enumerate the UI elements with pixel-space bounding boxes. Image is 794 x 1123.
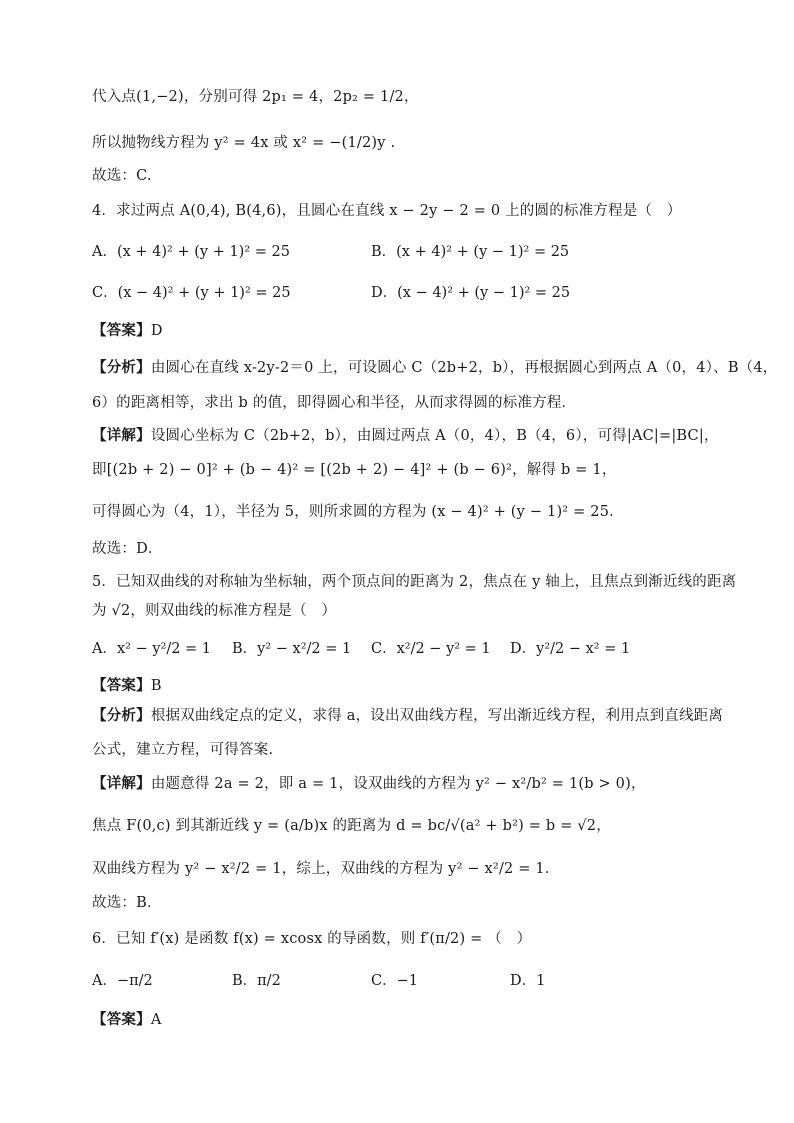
answer-line bbox=[92, 675, 162, 697]
text-line: 双曲线方程为 y² − x²/2 = 1，综上，双曲线的方程为 y² − x²/2 = 1． bbox=[92, 861, 560, 877]
option-a: A．x² − y²/2 = 1 bbox=[92, 641, 212, 657]
option-d: D．1 bbox=[510, 973, 546, 989]
text-line: 公式，建立方程，可得答案. bbox=[92, 742, 274, 758]
text-line: 为 √2，则双曲线的标准方程是（ ） bbox=[92, 603, 337, 619]
option-c: C．(x − 4)² + (y + 1)² = 25 bbox=[92, 285, 291, 301]
answer-value: D bbox=[150, 323, 163, 339]
text-line: 代入点(1,−2)，分别可得 2p₁ = 4，2p₂ = 1/2， bbox=[92, 89, 419, 105]
text-line: 即[(2b + 2) − 0]² + (b − 4)² = [(2b + 2) − 4]² + (b − 6)²，解得 b = 1， bbox=[92, 462, 617, 478]
answer-tag: 【答案】 bbox=[92, 677, 151, 694]
detail-tag: 【详解】 bbox=[92, 775, 151, 792]
analysis-text: 根据双曲线定点的定义，求得 a，设出双曲线方程，写出渐近线方程，利用点到直线距离 bbox=[150, 708, 724, 724]
answer-value: A bbox=[150, 1012, 162, 1028]
detail-line bbox=[92, 425, 719, 447]
analysis-tag: 【分析】 bbox=[92, 707, 151, 724]
question-6: 6．已知 f′(x) 是函数 f(x) = xcosx 的导函数，则 f′(π/2) = （ ） bbox=[92, 931, 532, 947]
text-line: 所以抛物线方程为 y² = 4x 或 x² = −(1/2)y . bbox=[92, 135, 396, 151]
analysis-text: 由圆心在直线 x-2y-2＝0 上，可设圆心 C（2b+2，b），再根据圆心到两点 A（0，4）、B（4， bbox=[150, 360, 778, 376]
answer-value: B bbox=[150, 678, 162, 694]
option-c: C．−1 bbox=[371, 973, 418, 989]
option-a: A．−π/2 bbox=[92, 973, 153, 989]
text-line: 故选：B． bbox=[92, 895, 162, 911]
option-a: A．(x + 4)² + (y + 1)² = 25 bbox=[92, 244, 290, 260]
answer-tag: 【答案】 bbox=[92, 322, 151, 339]
analysis-tag: 【分析】 bbox=[92, 359, 151, 376]
detail-text: 由题意得 2a = 2，即 a = 1，设双曲线的方程为 y² − x²/b² = 1(b > 0)， bbox=[150, 776, 646, 792]
question-5: 5．已知双曲线的对称轴为坐标轴，两个顶点间的距离为 2，焦点在 y 轴上，且焦点到渐近线的距离 bbox=[92, 574, 737, 590]
answer-line bbox=[92, 320, 163, 342]
option-b: B．π/2 bbox=[232, 973, 281, 989]
text-line: 故选：D． bbox=[92, 541, 163, 557]
detail-line bbox=[92, 773, 646, 795]
answer-line bbox=[92, 1009, 161, 1031]
detail-tag: 【详解】 bbox=[92, 427, 151, 444]
detail-text: 设圆心坐标为 C（2b+2，b），由圆过两点 A（0，4），B（4，6），可得|AC|=|BC|， bbox=[150, 428, 719, 444]
text-line: 可得圆心为（4，1），半径为 5，则所求圆的方程为 (x − 4)² + (y − 1)² = 25． bbox=[92, 504, 624, 520]
text-line: 焦点 F(0,c) 到其渐近线 y = (a/b)x 的距离为 d = bc/√(a² + b²) = b = √2， bbox=[92, 818, 611, 834]
analysis-line bbox=[92, 357, 778, 379]
option-d: D．y²/2 − x² = 1 bbox=[510, 641, 631, 657]
option-b: B．(x + 4)² + (y − 1)² = 25 bbox=[371, 244, 570, 260]
option-c: C．x²/2 − y² = 1 bbox=[371, 641, 491, 657]
option-d: D．(x − 4)² + (y − 1)² = 25 bbox=[371, 285, 571, 301]
question-4: 4．求过两点 A(0,4), B(4,6)，且圆心在直线 x − 2y − 2 = 0 上的圆的标准方程是（ ） bbox=[92, 203, 682, 219]
answer-tag: 【答案】 bbox=[92, 1011, 151, 1028]
text-line: 6）的距离相等，求出 b 的值，即得圆心和半径，从而求得圆的标准方程． bbox=[92, 395, 577, 411]
text-line: 故选：C. bbox=[92, 168, 152, 184]
analysis-line bbox=[92, 705, 723, 727]
option-b: B．y² − x²/2 = 1 bbox=[232, 641, 352, 657]
